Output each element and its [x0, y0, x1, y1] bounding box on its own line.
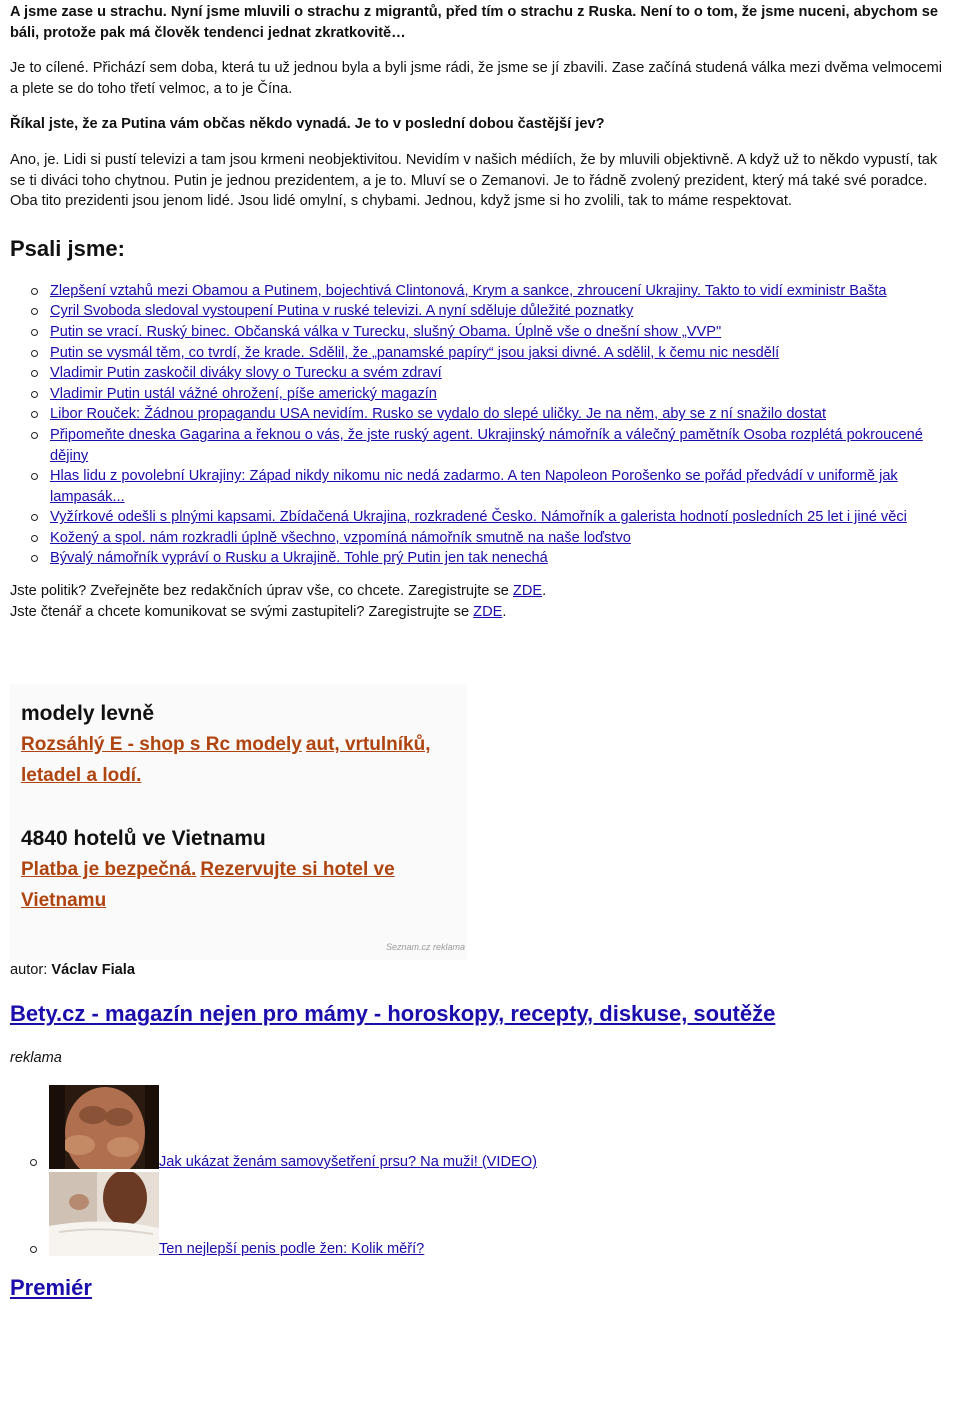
- related-link[interactable]: Připomeňte dneska Gagarina a řeknou o vás, že jste ruský agent. Ukrajinský námořník a válečný pamětník Osoba rozplétá pokroucené dějiny: [50, 426, 923, 464]
- related-link[interactable]: Vladimir Putin zaskočil diváky slovy o Turecku a svém zdraví: [50, 365, 442, 382]
- register-suffix: .: [542, 583, 547, 600]
- register-politician: [10, 581, 950, 602]
- author-label: autor:: [10, 962, 48, 978]
- premier-heading: [10, 1275, 92, 1300]
- list-item: [50, 363, 950, 384]
- related-link[interactable]: Vyžírkové odešli s plnými kapsami. Zbídačená Ukrajina, rozkradené Česko. Námořník a galerista hodnotí posledních 25 let i jiné věci: [50, 509, 907, 526]
- bullet-icon: [30, 1159, 37, 1166]
- related-link[interactable]: Libor Rouček: Žádnou propagandu USA nevidím. Rusko se vydalo do slepé uličky. Je na něm, aby se z ní snažilo dostat: [50, 406, 827, 423]
- article-body: [10, 2, 950, 622]
- promo-thumbnail-image[interactable]: [49, 1172, 159, 1256]
- related-heading: Psali jsme:: [10, 235, 125, 261]
- promo-thumbnail-image[interactable]: [49, 1085, 159, 1169]
- related-link[interactable]: Vladimir Putin ustál vážné ohrožení, píše americký magazín: [50, 385, 437, 402]
- ad-footer-logo[interactable]: Seznam.cz reklama: [385, 942, 465, 953]
- related-link[interactable]: Hlas lidu z povolební Ukrajiny: Západ nikdy nikomu nic nedá zadarmo. A ten Napoleon Porošenko se pořád předvádí v uniformě jak lampasák...: [50, 468, 898, 505]
- promo-link[interactable]: Ten nejlepší penis podle žen: Kolik měří?: [159, 1241, 425, 1257]
- promo-item: [30, 1172, 590, 1258]
- premier-link[interactable]: Premiér: [10, 1275, 92, 1300]
- register-politician-link[interactable]: ZDE: [512, 583, 543, 600]
- ad-link[interactable]: Platba je bezpečná.: [21, 859, 197, 880]
- related-link[interactable]: Bývalý námořník vypráví o Rusku a Ukrajině. Tohle prý Putin jen tak nenechá: [50, 550, 548, 567]
- related-link[interactable]: Putin se vrací. Ruský binec. Občanská válka v Turecku, slušný Obama. Úplně vše o dnešní show „VVP": [50, 323, 722, 340]
- bullet-icon: [30, 1246, 37, 1253]
- bety-heading: [10, 999, 775, 1029]
- answer-1: Je to cílené. Přichází sem doba, která tu už jednou byla a byli jsme rádi, že jsme se jí zbavili. Zase začíná studená válka mezi dvěma velmocemi a plete se do toho třetí velmoc, a to je Čína.: [10, 60, 942, 97]
- list-item: [50, 466, 950, 507]
- author-name: Václav Fiala: [51, 962, 135, 978]
- ad-title[interactable]: modely levně: [21, 702, 155, 725]
- list-item: [50, 301, 950, 322]
- ad-2: [10, 791, 467, 916]
- register-suffix: .: [502, 603, 507, 620]
- list-item: [50, 528, 950, 549]
- register-reader-text: Jste čtenář a chcete komunikovat se svými zastupiteli? Zaregistrujte se: [10, 603, 474, 620]
- related-link[interactable]: Cyril Svoboda sledoval vystoupení Putina v ruské televizi. A nyní sděluje důležité poznatky: [50, 303, 634, 320]
- list-item: [50, 507, 950, 528]
- list-item: [50, 404, 950, 425]
- question-2: Říkal jste, že za Putina vám občas někdo vynadá. Je to v poslední dobou častější jev?: [10, 116, 605, 133]
- author-line: [10, 960, 135, 981]
- register-reader: [10, 602, 950, 623]
- ad-link[interactable]: Rozsáhlý E - shop s Rc modely: [21, 734, 302, 755]
- list-item: [50, 384, 950, 405]
- bety-link[interactable]: Bety.cz - magazín nejen pro mámy - horoskopy, recepty, diskuse, soutěže: [10, 1001, 776, 1026]
- promo-link[interactable]: Jak ukázat ženám samovyšetření prsu? Na muži! (VIDEO): [159, 1154, 537, 1170]
- ad-link[interactable]: aut, vrtulníků, letadel a lodí.: [21, 734, 431, 786]
- question-1: A jsme zase u strachu. Nyní jsme mluvili o strachu z migrantů, před tím o strachu z Ruska. Není to o tom, že jsme nuceni, abychom se báli, protože pak má člověk tendenci jednat zkratkovitě…: [10, 4, 939, 41]
- ad-link[interactable]: Rezervujte si hotel ve Vietnamu: [21, 859, 395, 911]
- ad-title[interactable]: 4840 hotelů ve Vietnamu: [21, 827, 266, 850]
- related-link[interactable]: Zlepšení vztahů mezi Obamou a Putinem, bojechtivá Clintonová, Krym a sankce, zhroucení Ukrajiny. Takto to vidí exministr Bašta: [50, 282, 887, 299]
- list-item: [50, 548, 950, 569]
- list-item: [50, 281, 950, 302]
- list-item: [50, 322, 950, 343]
- ad-1: [10, 684, 467, 791]
- answer-2: Ano, je. Lidi si pustí televizi a tam jsou krmeni neobjektivitou. Nevidím v našich médiích, že by mluvili objektivně. A když už to někdo vypustí, tak se ti diváci toho chytnou. Putin je jednou prezidentem, a je to. Mluví se o Zemanovi. Je to řádně zvolený prezident, který má také své poradce. Oba tito prezidenti jsou jenom lidé. Jsou lidé omylní, s chybami. Jednou, když jsme si ho zvolili, tak to máme respektovat.: [10, 151, 938, 210]
- list-item: [50, 425, 950, 466]
- register-reader-link[interactable]: ZDE: [473, 603, 503, 620]
- promo-item: [30, 1085, 590, 1171]
- related-list: [10, 281, 950, 569]
- list-item: [50, 343, 950, 364]
- related-link[interactable]: Kožený a spol. nám rozkradli úplně všechno, vzpomíná námořník smutně na naše loďstvo: [50, 529, 631, 546]
- register-politician-text: Jste politik? Zveřejněte bez redakčních úprav vše, co chcete. Zaregistrujte se: [10, 583, 513, 600]
- related-link[interactable]: Putin se vysmál těm, co tvrdí, že krade. Sdělil, že „panamské papíry“ jsou jaksi divné. A sdělil, k čemu nic nesdělí: [50, 344, 780, 361]
- reklama-label: reklama: [10, 1050, 62, 1066]
- sponsored-ad-box: [10, 684, 467, 960]
